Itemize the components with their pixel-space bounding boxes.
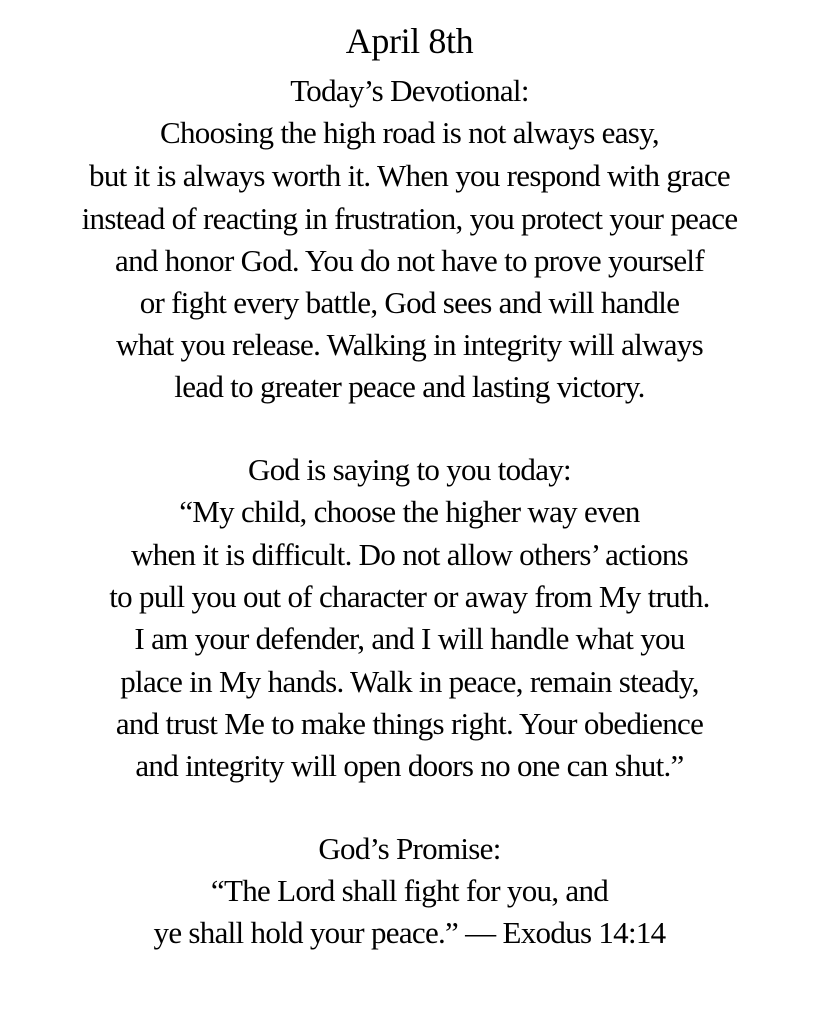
devotional-line: lead to greater peace and lasting victory.: [174, 369, 645, 404]
devotional-line: what you release. Walking in integrity will always: [116, 327, 703, 362]
devotional-line: and honor God. You do not have to prove yourself: [115, 243, 704, 278]
message-line: and integrity will open doors no one can shut.”: [135, 748, 684, 783]
message-line: to pull you out of character or away from My truth.: [109, 579, 710, 614]
promise-heading: God’s Promise:: [318, 831, 501, 866]
message-line: “My child, choose the higher way even: [179, 494, 640, 529]
message-line: and trust Me to make things right. Your obedience: [115, 706, 704, 741]
devotional-heading: Today’s Devotional:: [290, 73, 529, 108]
devotional-line: but it is always worth it. When you respond with grace: [89, 158, 730, 193]
message-line: place in My hands. Walk in peace, remain steady,: [120, 664, 699, 699]
message-line: when it is difficult. Do not allow others’ actions: [130, 537, 689, 572]
message-line: I am your defender, and I will handle what you: [134, 621, 685, 656]
promise-line: “The Lord shall fight for you, and: [210, 873, 609, 908]
devotional-line: or fight every battle, God sees and will handle: [139, 285, 680, 320]
devotional-line: Choosing the high road is not always easy,: [160, 115, 659, 150]
page-title: April 8th: [345, 21, 474, 61]
devotional-line: instead of reacting in frustration, you protect your peace: [81, 201, 738, 236]
message-heading: God is saying to you today:: [248, 452, 571, 487]
promise-line: ye shall hold your peace.” — Exodus 14:14: [153, 915, 666, 950]
